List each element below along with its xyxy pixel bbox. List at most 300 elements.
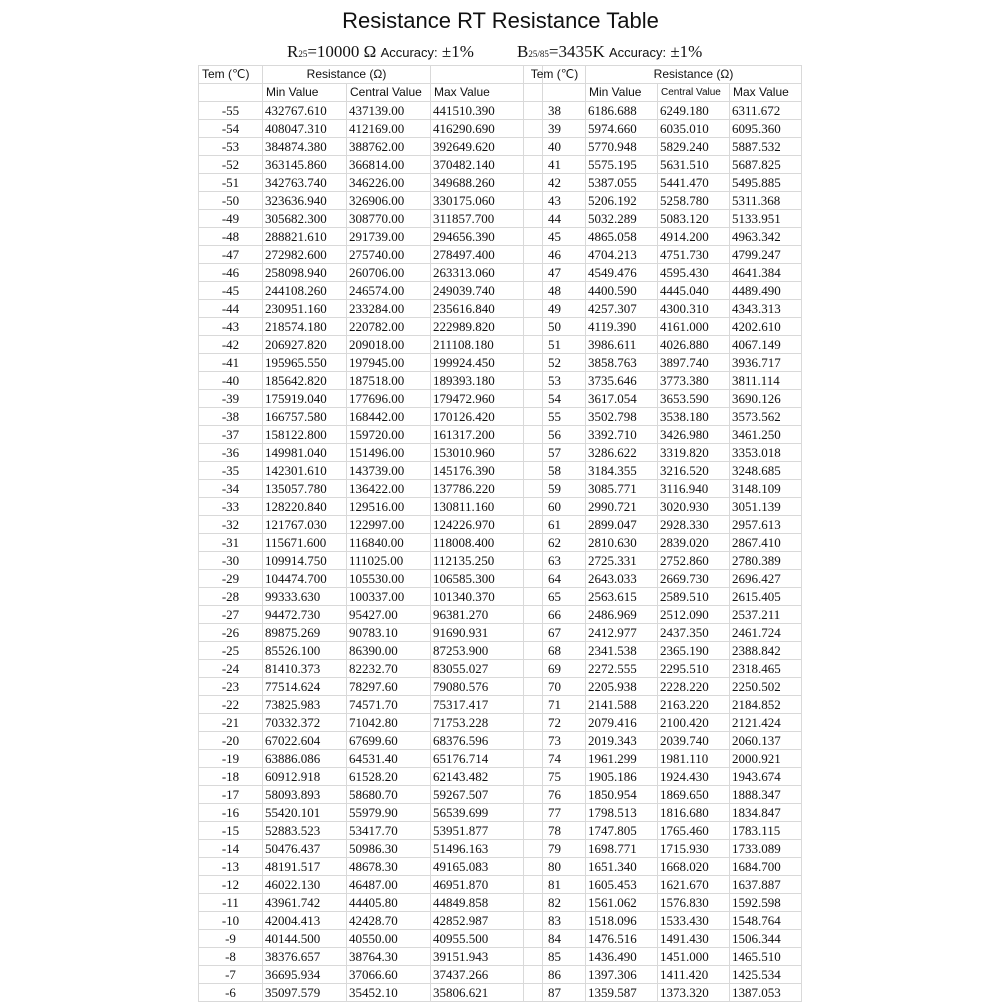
min-value-cell: 2205.938 (586, 678, 658, 696)
temperature-cell: 39 (524, 120, 586, 138)
max-value-cell: 5311.368 (730, 192, 802, 210)
r-prefix: R (287, 42, 299, 61)
min-value-cell: 48191.517 (263, 858, 347, 876)
central-value-cell: 5083.120 (658, 210, 730, 228)
table-row (524, 192, 802, 210)
table-row (524, 840, 802, 858)
table-row (524, 624, 802, 642)
tem-header: Tem (℃) (524, 66, 586, 84)
temperature-cell: -29 (199, 570, 263, 588)
table-row (199, 804, 543, 822)
temperature-cell: -19 (199, 750, 263, 768)
max-value-cell: 2537.211 (730, 606, 802, 624)
temperature-cell: -15 (199, 822, 263, 840)
temperature-cell: 43 (524, 192, 586, 210)
min-value-cell: 3735.646 (586, 372, 658, 390)
max-value-cell: 3051.139 (730, 498, 802, 516)
min-value-cell: 3617.054 (586, 390, 658, 408)
table-row (199, 228, 543, 246)
temperature-cell: -49 (199, 210, 263, 228)
max-value-cell: 1548.764 (730, 912, 802, 930)
central-value-cell: 35452.10 (347, 984, 431, 1002)
temperature-cell: 73 (524, 732, 586, 750)
max-value-cell: 3573.562 (730, 408, 802, 426)
min-value-cell: 432767.610 (263, 102, 347, 120)
max-value-cell: 199924.450 (431, 354, 543, 372)
max-value-cell: 91690.931 (431, 624, 543, 642)
resistance-header: Resistance (Ω) (586, 66, 802, 84)
max-value-cell: 4489.490 (730, 282, 802, 300)
table-row (524, 876, 802, 894)
central-value-cell: 4914.200 (658, 228, 730, 246)
temperature-cell: -18 (199, 768, 263, 786)
max-value-cell: 112135.250 (431, 552, 543, 570)
resistance-spec (287, 42, 474, 62)
min-value-cell: 3286.622 (586, 444, 658, 462)
min-value-cell: 3986.611 (586, 336, 658, 354)
central-value-cell: 3216.520 (658, 462, 730, 480)
min-value-cell: 38376.657 (263, 948, 347, 966)
min-value-cell: 67022.604 (263, 732, 347, 750)
central-value-cell: 86390.00 (347, 642, 431, 660)
temperature-cell: 47 (524, 264, 586, 282)
max-value-cell: 62143.482 (431, 768, 543, 786)
central-value-cell: 3116.940 (658, 480, 730, 498)
temperature-cell: -8 (199, 948, 263, 966)
temperature-cell: 74 (524, 750, 586, 768)
max-value-cell: 370482.140 (431, 156, 543, 174)
min-value-cell: 4865.058 (586, 228, 658, 246)
table-body-right (524, 102, 802, 1002)
table-row (199, 498, 543, 516)
table-row (524, 498, 802, 516)
table-row (524, 480, 802, 498)
temperature-cell: -42 (199, 336, 263, 354)
table-row (199, 552, 543, 570)
central-value-cell: 437139.00 (347, 102, 431, 120)
temperature-cell: 48 (524, 282, 586, 300)
temperature-cell: -7 (199, 966, 263, 984)
central-value-cell: 1715.930 (658, 840, 730, 858)
table-row (524, 426, 802, 444)
max-value-cell: 2121.424 (730, 714, 802, 732)
max-value-cell: 130811.160 (431, 498, 543, 516)
min-value-cell: 175919.040 (263, 390, 347, 408)
table-row (199, 462, 543, 480)
temperature-cell: -45 (199, 282, 263, 300)
table-row (199, 588, 543, 606)
min-value-cell: 142301.610 (263, 462, 347, 480)
min-value-cell: 244108.260 (263, 282, 347, 300)
min-value-cell: 3085.771 (586, 480, 658, 498)
table-row (199, 390, 543, 408)
min-value-cell: 158122.800 (263, 426, 347, 444)
min-value-cell: 2990.721 (586, 498, 658, 516)
table-row (524, 120, 802, 138)
max-value-cell: 3461.250 (730, 426, 802, 444)
max-value-cell: 1783.115 (730, 822, 802, 840)
max-value-cell: 2250.502 (730, 678, 802, 696)
temperature-cell: -36 (199, 444, 263, 462)
temperature-cell: -22 (199, 696, 263, 714)
table-row (524, 714, 802, 732)
accuracy-value: ±1% (437, 42, 474, 61)
min-value-cell: 94472.730 (263, 606, 347, 624)
central-value-cell: 2589.510 (658, 588, 730, 606)
max-value-header: Max Value (730, 84, 802, 102)
max-value-cell: 3690.126 (730, 390, 802, 408)
central-value-cell: 116840.00 (347, 534, 431, 552)
min-value-cell: 323636.940 (263, 192, 347, 210)
b-subscript: 25/85 (528, 49, 549, 59)
temperature-cell: -41 (199, 354, 263, 372)
table-row (199, 282, 543, 300)
max-value-cell: 2060.137 (730, 732, 802, 750)
central-value-cell: 38764.30 (347, 948, 431, 966)
max-value-cell: 3353.018 (730, 444, 802, 462)
min-value-cell: 2412.977 (586, 624, 658, 642)
max-value-cell: 1733.089 (730, 840, 802, 858)
b-value: =3435K (548, 42, 605, 61)
max-value-cell: 4202.610 (730, 318, 802, 336)
accuracy-label: Accuracy: (608, 45, 667, 60)
temperature-cell: 66 (524, 606, 586, 624)
temperature-cell: 83 (524, 912, 586, 930)
min-value-cell: 2019.343 (586, 732, 658, 750)
central-value-cell: 105530.00 (347, 570, 431, 588)
min-value-cell: 363145.860 (263, 156, 347, 174)
max-value-cell: 101340.370 (431, 588, 543, 606)
central-value-cell: 5258.780 (658, 192, 730, 210)
temperature-cell: -52 (199, 156, 263, 174)
central-value-cell: 37066.60 (347, 966, 431, 984)
central-value-cell: 3020.930 (658, 498, 730, 516)
central-value-cell: 246574.00 (347, 282, 431, 300)
table-row (199, 192, 543, 210)
table-row (199, 822, 543, 840)
central-value-cell: 48678.30 (347, 858, 431, 876)
central-value-cell: 1451.000 (658, 948, 730, 966)
min-value-cell: 52883.523 (263, 822, 347, 840)
central-value-cell: 220782.00 (347, 318, 431, 336)
central-value-cell: 159720.00 (347, 426, 431, 444)
central-value-cell: 2839.020 (658, 534, 730, 552)
central-value-cell: 3538.180 (658, 408, 730, 426)
temperature-cell: 53 (524, 372, 586, 390)
max-value-cell: 4641.384 (730, 264, 802, 282)
table-row (524, 174, 802, 192)
min-value-cell: 70332.372 (263, 714, 347, 732)
max-value-cell: 1425.534 (730, 966, 802, 984)
max-value-cell: 3936.717 (730, 354, 802, 372)
min-value-cell: 58093.893 (263, 786, 347, 804)
temperature-cell: -55 (199, 102, 263, 120)
temperature-cell: -37 (199, 426, 263, 444)
table-row (524, 228, 802, 246)
temperature-cell: -11 (199, 894, 263, 912)
min-value-cell: 305682.300 (263, 210, 347, 228)
header-spacer (199, 84, 263, 102)
table-row (524, 318, 802, 336)
central-value-cell: 1533.430 (658, 912, 730, 930)
central-value-cell: 3426.980 (658, 426, 730, 444)
central-value-cell: 346226.00 (347, 174, 431, 192)
temperature-cell: 63 (524, 552, 586, 570)
table-row (524, 912, 802, 930)
min-value-cell: 258098.940 (263, 264, 347, 282)
header-spacer (524, 84, 586, 102)
max-value-cell: 96381.270 (431, 606, 543, 624)
table-row (199, 660, 543, 678)
central-value-cell: 1621.670 (658, 876, 730, 894)
min-value-cell: 40144.500 (263, 930, 347, 948)
max-value-cell: 4067.149 (730, 336, 802, 354)
table-row (199, 336, 543, 354)
min-value-cell: 1397.306 (586, 966, 658, 984)
max-value-cell: 83055.027 (431, 660, 543, 678)
table-row (524, 246, 802, 264)
table-row (199, 102, 543, 120)
min-value-cell: 2486.969 (586, 606, 658, 624)
max-value-cell: 51496.163 (431, 840, 543, 858)
central-value-cell: 4161.000 (658, 318, 730, 336)
max-value-header: Max Value (431, 84, 543, 102)
table-row (524, 282, 802, 300)
max-value-cell: 179472.960 (431, 390, 543, 408)
min-value-cell: 104474.700 (263, 570, 347, 588)
rt-table-left (198, 65, 543, 1002)
max-value-cell: 392649.620 (431, 138, 543, 156)
temperature-cell: -28 (199, 588, 263, 606)
max-value-cell: 49165.083 (431, 858, 543, 876)
temperature-cell: 75 (524, 768, 586, 786)
max-value-cell: 42852.987 (431, 912, 543, 930)
table-row (199, 696, 543, 714)
table-row (199, 840, 543, 858)
temperature-cell: 71 (524, 696, 586, 714)
central-value-cell: 151496.00 (347, 444, 431, 462)
beta-spec (517, 42, 702, 62)
max-value-cell: 37437.266 (431, 966, 543, 984)
central-value-cell: 326906.00 (347, 192, 431, 210)
table-row (199, 894, 543, 912)
central-value-cell: 1981.110 (658, 750, 730, 768)
table-row (199, 858, 543, 876)
temperature-cell: -40 (199, 372, 263, 390)
min-value-header: Min Value (586, 84, 658, 102)
table-row (199, 156, 543, 174)
max-value-cell: 235616.840 (431, 300, 543, 318)
min-value-cell: 288821.610 (263, 228, 347, 246)
central-value-cell: 61528.20 (347, 768, 431, 786)
max-value-cell: 1637.887 (730, 876, 802, 894)
max-value-cell: 5887.532 (730, 138, 802, 156)
central-value-cell: 40550.00 (347, 930, 431, 948)
temperature-cell: -38 (199, 408, 263, 426)
table-row (524, 552, 802, 570)
max-value-cell: 1387.053 (730, 984, 802, 1002)
central-value-cell: 74571.70 (347, 696, 431, 714)
table-row (199, 732, 543, 750)
table-row (524, 354, 802, 372)
central-value-cell: 2365.190 (658, 642, 730, 660)
min-value-cell: 166757.580 (263, 408, 347, 426)
temperature-cell: -6 (199, 984, 263, 1002)
temperature-cell: 46 (524, 246, 586, 264)
max-value-cell: 39151.943 (431, 948, 543, 966)
central-value-cell: 197945.00 (347, 354, 431, 372)
table-row (524, 516, 802, 534)
table-row (524, 642, 802, 660)
max-value-cell: 189393.180 (431, 372, 543, 390)
r-value: =10000 Ω (307, 42, 377, 61)
central-value-cell: 2228.220 (658, 678, 730, 696)
central-value-cell: 168442.00 (347, 408, 431, 426)
max-value-cell: 2780.389 (730, 552, 802, 570)
min-value-cell: 35097.579 (263, 984, 347, 1002)
max-value-cell: 46951.870 (431, 876, 543, 894)
min-value-cell: 1561.062 (586, 894, 658, 912)
table-row (524, 444, 802, 462)
central-value-cell: 55979.90 (347, 804, 431, 822)
table-row (524, 336, 802, 354)
max-value-cell: 3148.109 (730, 480, 802, 498)
max-value-cell: 65176.714 (431, 750, 543, 768)
min-value-cell: 6186.688 (586, 102, 658, 120)
max-value-cell: 5687.825 (730, 156, 802, 174)
table-row (199, 426, 543, 444)
temperature-cell: 80 (524, 858, 586, 876)
temperature-cell: -21 (199, 714, 263, 732)
min-value-cell: 2079.416 (586, 714, 658, 732)
table-row (199, 966, 543, 984)
central-value-cell: 1765.460 (658, 822, 730, 840)
table-row (524, 138, 802, 156)
min-value-cell: 4119.390 (586, 318, 658, 336)
min-value-cell: 1961.299 (586, 750, 658, 768)
central-value-cell: 2163.220 (658, 696, 730, 714)
table-row (199, 984, 543, 1002)
max-value-cell: 330175.060 (431, 192, 543, 210)
central-value-cell: 1816.680 (658, 804, 730, 822)
min-value-cell: 1850.954 (586, 786, 658, 804)
table-body-left (199, 102, 543, 1002)
table-row (524, 768, 802, 786)
table-row (524, 894, 802, 912)
table-row (524, 660, 802, 678)
min-value-header: Min Value (263, 84, 347, 102)
central-value-cell: 4026.880 (658, 336, 730, 354)
temperature-cell: -50 (199, 192, 263, 210)
table-row (524, 408, 802, 426)
central-value-cell: 53417.70 (347, 822, 431, 840)
table-row (524, 300, 802, 318)
max-value-cell: 2184.852 (730, 696, 802, 714)
central-value-cell: 2512.090 (658, 606, 730, 624)
max-value-cell: 3811.114 (730, 372, 802, 390)
central-value-cell: 44405.80 (347, 894, 431, 912)
central-value-cell: 1491.430 (658, 930, 730, 948)
table-row (524, 966, 802, 984)
table-row (199, 408, 543, 426)
page-title: Resistance RT Resistance Table (342, 8, 659, 33)
temperature-cell: 70 (524, 678, 586, 696)
table-row (524, 462, 802, 480)
min-value-cell: 5575.195 (586, 156, 658, 174)
table-row (199, 876, 543, 894)
temperature-cell: -32 (199, 516, 263, 534)
table-row (199, 318, 543, 336)
table-row (199, 210, 543, 228)
temperature-cell: -24 (199, 660, 263, 678)
table-row (524, 570, 802, 588)
central-value-cell: 209018.00 (347, 336, 431, 354)
temperature-cell: -44 (199, 300, 263, 318)
min-value-cell: 1476.516 (586, 930, 658, 948)
min-value-cell: 1518.096 (586, 912, 658, 930)
central-value-cell: 1668.020 (658, 858, 730, 876)
min-value-cell: 2141.588 (586, 696, 658, 714)
min-value-cell: 5387.055 (586, 174, 658, 192)
max-value-cell: 6311.672 (730, 102, 802, 120)
central-value-cell: 388762.00 (347, 138, 431, 156)
table-row (524, 678, 802, 696)
max-value-cell: 2000.921 (730, 750, 802, 768)
temperature-cell: -34 (199, 480, 263, 498)
max-value-cell: 294656.390 (431, 228, 543, 246)
min-value-cell: 115671.600 (263, 534, 347, 552)
central-value-cell: 78297.60 (347, 678, 431, 696)
central-value-cell: 1924.430 (658, 768, 730, 786)
max-value-cell: 106585.300 (431, 570, 543, 588)
temperature-cell: 44 (524, 210, 586, 228)
table-row (199, 678, 543, 696)
max-value-cell: 5133.951 (730, 210, 802, 228)
temperature-cell: -14 (199, 840, 263, 858)
min-value-cell: 149981.040 (263, 444, 347, 462)
min-value-cell: 2563.615 (586, 588, 658, 606)
min-value-cell: 3184.355 (586, 462, 658, 480)
max-value-cell: 40955.500 (431, 930, 543, 948)
max-value-cell: 1888.347 (730, 786, 802, 804)
central-value-cell: 50986.30 (347, 840, 431, 858)
min-value-cell: 85526.100 (263, 642, 347, 660)
min-value-cell: 272982.600 (263, 246, 347, 264)
central-value-cell: 100337.00 (347, 588, 431, 606)
temperature-cell: 57 (524, 444, 586, 462)
max-value-cell: 311857.700 (431, 210, 543, 228)
min-value-cell: 3502.798 (586, 408, 658, 426)
temperature-cell: -43 (199, 318, 263, 336)
central-value-cell: 4445.040 (658, 282, 730, 300)
central-value-cell: 2100.420 (658, 714, 730, 732)
min-value-cell: 63886.086 (263, 750, 347, 768)
max-value-cell: 1506.344 (730, 930, 802, 948)
max-value-cell: 35806.621 (431, 984, 543, 1002)
max-value-cell: 161317.200 (431, 426, 543, 444)
table-row (199, 624, 543, 642)
rt-table-right (523, 65, 802, 1002)
central-value-cell: 6035.010 (658, 120, 730, 138)
central-value-cell: 90783.10 (347, 624, 431, 642)
min-value-cell: 3858.763 (586, 354, 658, 372)
table-row (524, 210, 802, 228)
min-value-cell: 43961.742 (263, 894, 347, 912)
temperature-cell: -31 (199, 534, 263, 552)
min-value-cell: 1359.587 (586, 984, 658, 1002)
central-value-cell: 82232.70 (347, 660, 431, 678)
temperature-cell: -25 (199, 642, 263, 660)
